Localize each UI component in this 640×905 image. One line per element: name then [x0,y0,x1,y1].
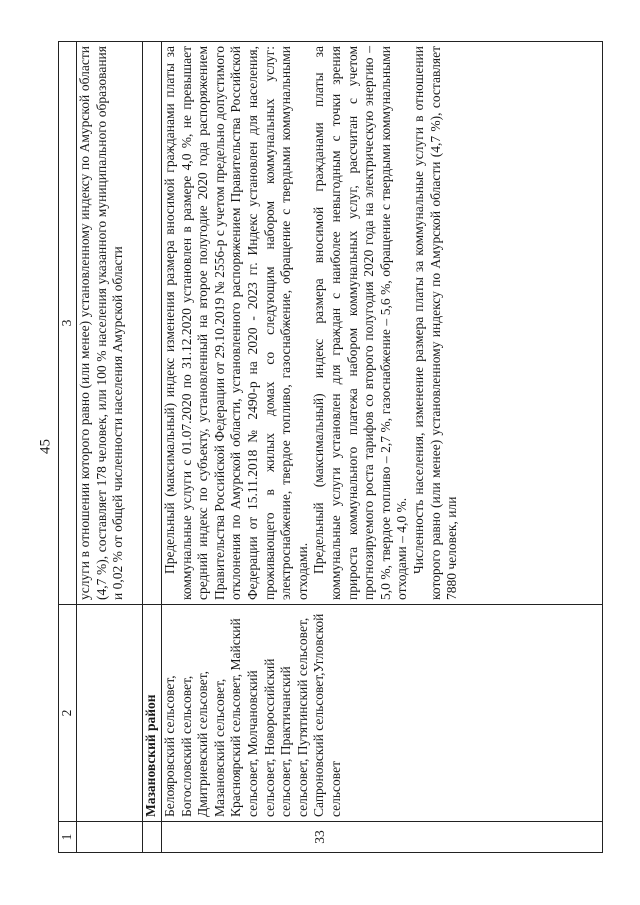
index-paragraph-3: Численность населения, изменение размера платы за коммунальные услуги в отношении которого равно (или менее) установленному индексу по Амурской области (4,7 %), составляет 7880 человек, или [410,46,460,600]
continued-row-municipality-cell [77,605,143,822]
tariff-index-table [58,41,603,853]
municipalities-list: Белояровский сельсовет, Богословский сельсовет, Дмитриевский сельсовет, Мазановский сельсовет, Красноярский сельсовет, Майский сельсовет, Молчановский сельсовет, Новороссийский сельсовет, Практичанский сельсовет, Путятинский сельсовет, Сапроновский сельсовет,Угловской сельсовет [162,605,603,822]
table-header-row [59,42,77,853]
header-col-2: 2 [59,605,77,822]
rotated-table-frame [58,41,603,853]
row-number: 33 [312,830,327,844]
continued-row-text: услуги в отношении которого равно (или менее) установленному индексу по Амурской области (4,7 %), составляет 178 человек, или 100 % населения указанного муниципального образования и 0,02 % от общей численности населения Амурской области [77,42,143,605]
district-row [143,42,162,853]
header-col-3: 3 [59,42,77,605]
district-row-empty-cell [143,42,162,605]
row-number-cell [162,822,603,853]
district-name: Мазановский район [143,605,162,822]
continued-row [77,42,143,853]
header-col-1: 1 [59,822,77,853]
table-row [162,42,603,853]
index-paragraph-2: Предельный (максимальный) индекс размера вносимой гражданами платы за коммунальные услуги установлен для граждан с наиболее невыгодным с точки зрения прироста коммунального платежа набором коммунальных услуг, рассчитан с учетом прогнозируемого роста тарифов со второго полугодия 2020 года на электрическую энергию – 5,0 %, твердое топливо – 2,7 %, газоснабжение – 5,6 %, обращение с твердыми коммунальными отходами – 4,0 %. [311,46,410,600]
continued-row-number-cell [77,822,143,853]
district-row-number-cell [143,822,162,853]
page-number: 45 [37,439,54,454]
index-description-cell [162,42,603,605]
index-paragraph-1: Предельный (максимальный) индекс изменения размера вносимой гражданами платы за коммунальные услуги с 01.07.2020 по 31.12.2020 установлен в размере 4,0 %, не превышает средний индекс по субъекту, установленный на второе полугодие 2020 года распоряжением Правительства Российской Федерации от 29.10.2019 № 2556-р с учетом предельно допустимого отклонения по Амурской области, установленного распоряжением Правительства Российской Федерации от 15.11.2018 № 2490-р на 2020 - 2023 гг. Индекс установлен для населения, проживающего в жилых домах со следующим набором коммунальных услуг: электроснабжение, твердое топливо, газоснабжение, обращение с твердыми коммунальными отходами. [162,46,310,600]
